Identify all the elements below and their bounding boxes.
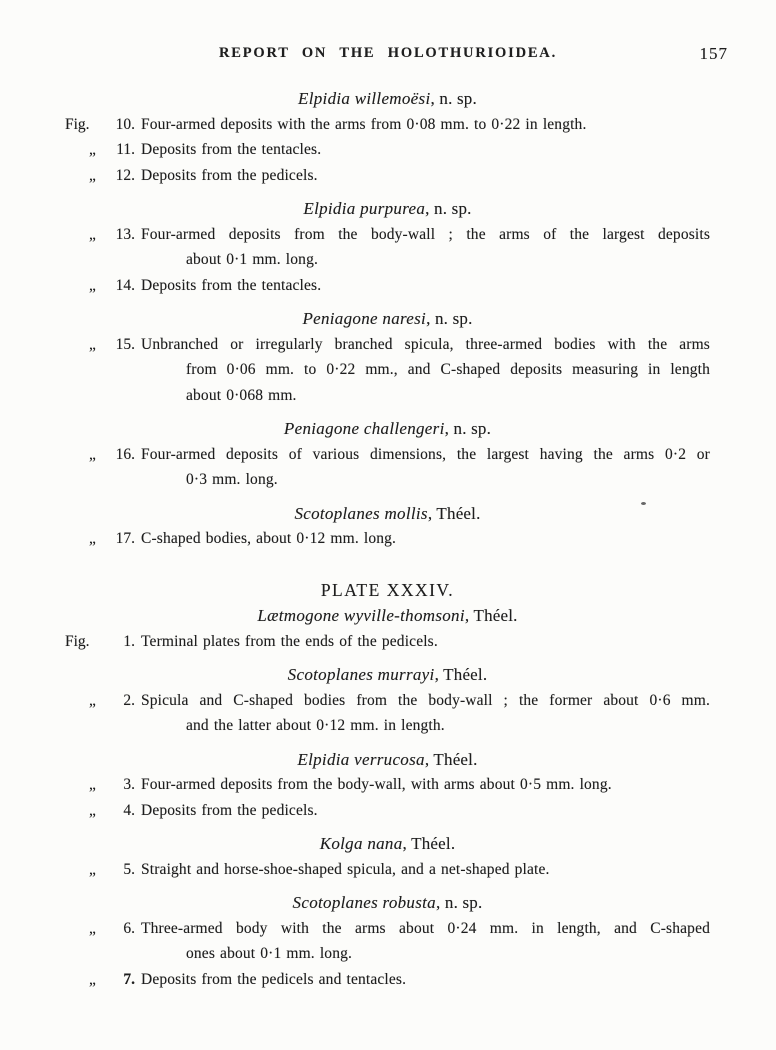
caption-line: Four-armed deposits of various dimensions, the largest having the arms 0·2 or bbox=[141, 445, 710, 463]
running-header-title: REPORT ON THE HOLOTHURIOIDEA. bbox=[218, 45, 558, 61]
plate-heading: PLATE XXXIV. bbox=[320, 579, 455, 600]
species-heading bbox=[65, 416, 710, 442]
figure-caption bbox=[141, 526, 710, 552]
species-name: Elpidia verrucosa bbox=[297, 749, 425, 769]
caption-line: and the latter about 0·12 mm. in length. bbox=[186, 717, 445, 734]
figure-label: Fig. bbox=[65, 632, 90, 650]
species-name: Scotoplanes robusta bbox=[292, 893, 436, 912]
species-name: Scotoplanes murrayi bbox=[287, 665, 435, 684]
figure-number: 2. bbox=[123, 691, 135, 709]
caption-line: Four-armed deposits with the arms from 0·08 mm. to 0·22 in length. bbox=[141, 115, 587, 133]
caption-line: Deposits from the pedicels. bbox=[141, 166, 318, 184]
figure-caption bbox=[141, 442, 710, 493]
figure-item bbox=[65, 137, 710, 163]
page-number: 157 bbox=[699, 44, 728, 63]
ink-speck bbox=[641, 502, 646, 505]
figure-item bbox=[65, 273, 710, 299]
figure-number: 12. bbox=[115, 166, 135, 184]
species-authority: , Théel. bbox=[427, 503, 481, 523]
figure-caption bbox=[141, 688, 710, 739]
species-heading bbox=[65, 196, 710, 222]
species-heading bbox=[65, 501, 710, 527]
caption-line: C-shaped bodies, about 0·12 mm. long. bbox=[141, 530, 397, 547]
figure-item bbox=[65, 163, 710, 189]
figure-caption bbox=[141, 163, 710, 189]
ditto-mark: „ bbox=[89, 225, 95, 243]
figure-number: 5. bbox=[123, 860, 135, 878]
figure-item bbox=[65, 332, 710, 409]
species-authority: , Théel. bbox=[402, 834, 456, 853]
species-authority: , n. sp. bbox=[444, 419, 492, 438]
caption-line: Straight and horse-shoe-shaped spicula, and a net-shaped plate. bbox=[141, 860, 550, 878]
species-authority: , n. sp. bbox=[435, 893, 483, 912]
species-authority: , n. sp. bbox=[430, 89, 477, 108]
caption-line: Terminal plates from the ends of the pedicels. bbox=[141, 632, 438, 650]
figure-number: 4. bbox=[123, 801, 135, 819]
species-heading bbox=[65, 662, 710, 688]
figure-caption bbox=[141, 967, 710, 993]
figure-caption bbox=[141, 857, 710, 883]
figure-item bbox=[65, 916, 710, 967]
figure-caption bbox=[141, 137, 710, 163]
ditto-mark: „ bbox=[89, 691, 95, 709]
species-name: Scotoplanes mollis bbox=[294, 503, 428, 523]
ditto-mark: „ bbox=[89, 970, 95, 988]
figure-number: 10. bbox=[115, 115, 135, 133]
figure-caption bbox=[141, 112, 710, 138]
figure-number: 15. bbox=[115, 335, 135, 353]
figure-item bbox=[65, 112, 710, 138]
caption-line: ones about 0·1 mm. long. bbox=[186, 945, 353, 962]
ditto-mark: „ bbox=[89, 276, 95, 294]
caption-line: Spicula and C-shaped bodies from the body-wall ; the former about 0·6 mm. bbox=[141, 691, 710, 709]
figure-item bbox=[65, 967, 710, 993]
figure-number: 16. bbox=[115, 445, 135, 463]
species-heading bbox=[65, 306, 710, 332]
caption-line: about 0·1 mm. long. bbox=[186, 251, 318, 268]
caption-line: Unbranched or irregularly branched spicula, three-armed bodies with the arms bbox=[141, 335, 710, 353]
figure-label: Fig. bbox=[65, 115, 90, 133]
figure-item bbox=[65, 526, 710, 552]
figure-caption bbox=[141, 629, 710, 655]
caption-line: Four-armed deposits from the body-wall, with arms about 0·5 mm. long. bbox=[141, 776, 612, 793]
caption-line: Three-armed body with the arms about 0·24 mm. in length, and C-shaped bbox=[141, 919, 710, 937]
caption-line: about 0·068 mm. bbox=[186, 386, 297, 404]
figure-caption bbox=[141, 332, 710, 409]
caption-line: from 0·06 mm. to 0·22 mm., and C-shaped deposits measuring in length bbox=[186, 361, 710, 378]
ditto-mark: „ bbox=[89, 776, 95, 793]
species-heading bbox=[65, 890, 710, 916]
species-heading bbox=[65, 831, 710, 857]
figure-caption bbox=[141, 273, 710, 299]
species-heading bbox=[65, 603, 710, 629]
figure-number: 11. bbox=[116, 141, 135, 158]
figure-number: 13. bbox=[115, 225, 135, 243]
caption-line: Deposits from the tentacles. bbox=[141, 141, 322, 158]
caption-line: Four-armed deposits from the body-wall ; the arms of the largest deposits bbox=[141, 225, 710, 243]
figure-legend-list bbox=[65, 0, 710, 992]
ditto-mark: „ bbox=[89, 445, 95, 463]
species-name: Elpidia willemoësi bbox=[298, 89, 431, 108]
species-name: Elpidia purpurea bbox=[303, 199, 426, 218]
caption-line: 0·3 mm. long. bbox=[186, 471, 278, 488]
figure-item bbox=[65, 442, 710, 493]
ditto-mark: „ bbox=[89, 860, 95, 878]
species-authority: , n. sp. bbox=[425, 199, 472, 218]
ditto-mark: „ bbox=[89, 919, 95, 937]
figure-item bbox=[65, 222, 710, 273]
figure-caption bbox=[141, 798, 710, 824]
figure-number: 1. bbox=[123, 632, 135, 650]
species-heading bbox=[65, 747, 710, 773]
species-authority: , Théel. bbox=[424, 749, 478, 769]
species-name: Lætmogone wyville-thomsoni bbox=[257, 606, 465, 625]
caption-line: Deposits from the pedicels. bbox=[141, 801, 318, 819]
species-name: Kolga nana bbox=[319, 834, 403, 853]
figure-number: 7. bbox=[123, 970, 135, 988]
ditto-mark: „ bbox=[89, 335, 95, 353]
caption-line: Deposits from the tentacles. bbox=[141, 276, 322, 294]
figure-item bbox=[65, 772, 710, 798]
species-authority: , Théel. bbox=[464, 606, 518, 625]
figure-number: 3. bbox=[123, 776, 135, 793]
figure-caption bbox=[141, 772, 710, 798]
figure-caption bbox=[141, 222, 710, 273]
ditto-mark: „ bbox=[89, 801, 95, 819]
figure-item bbox=[65, 688, 710, 739]
species-heading bbox=[65, 86, 710, 112]
caption-line: Deposits from the pedicels and tentacles. bbox=[141, 970, 407, 988]
figure-item bbox=[65, 857, 710, 883]
figure-item bbox=[65, 629, 710, 655]
ditto-mark: „ bbox=[89, 530, 95, 547]
ditto-mark: „ bbox=[89, 141, 95, 158]
species-name: Peniagone challengeri bbox=[283, 419, 445, 438]
figure-number: 6. bbox=[123, 919, 135, 937]
species-name: Peniagone naresi bbox=[302, 309, 427, 328]
species-authority: , n. sp. bbox=[426, 309, 473, 328]
figure-caption bbox=[141, 916, 710, 967]
figure-number: 14. bbox=[115, 276, 135, 294]
figure-item bbox=[65, 798, 710, 824]
figure-number: 17. bbox=[115, 530, 135, 547]
ditto-mark: „ bbox=[89, 166, 95, 184]
species-authority: , Théel. bbox=[434, 665, 488, 684]
